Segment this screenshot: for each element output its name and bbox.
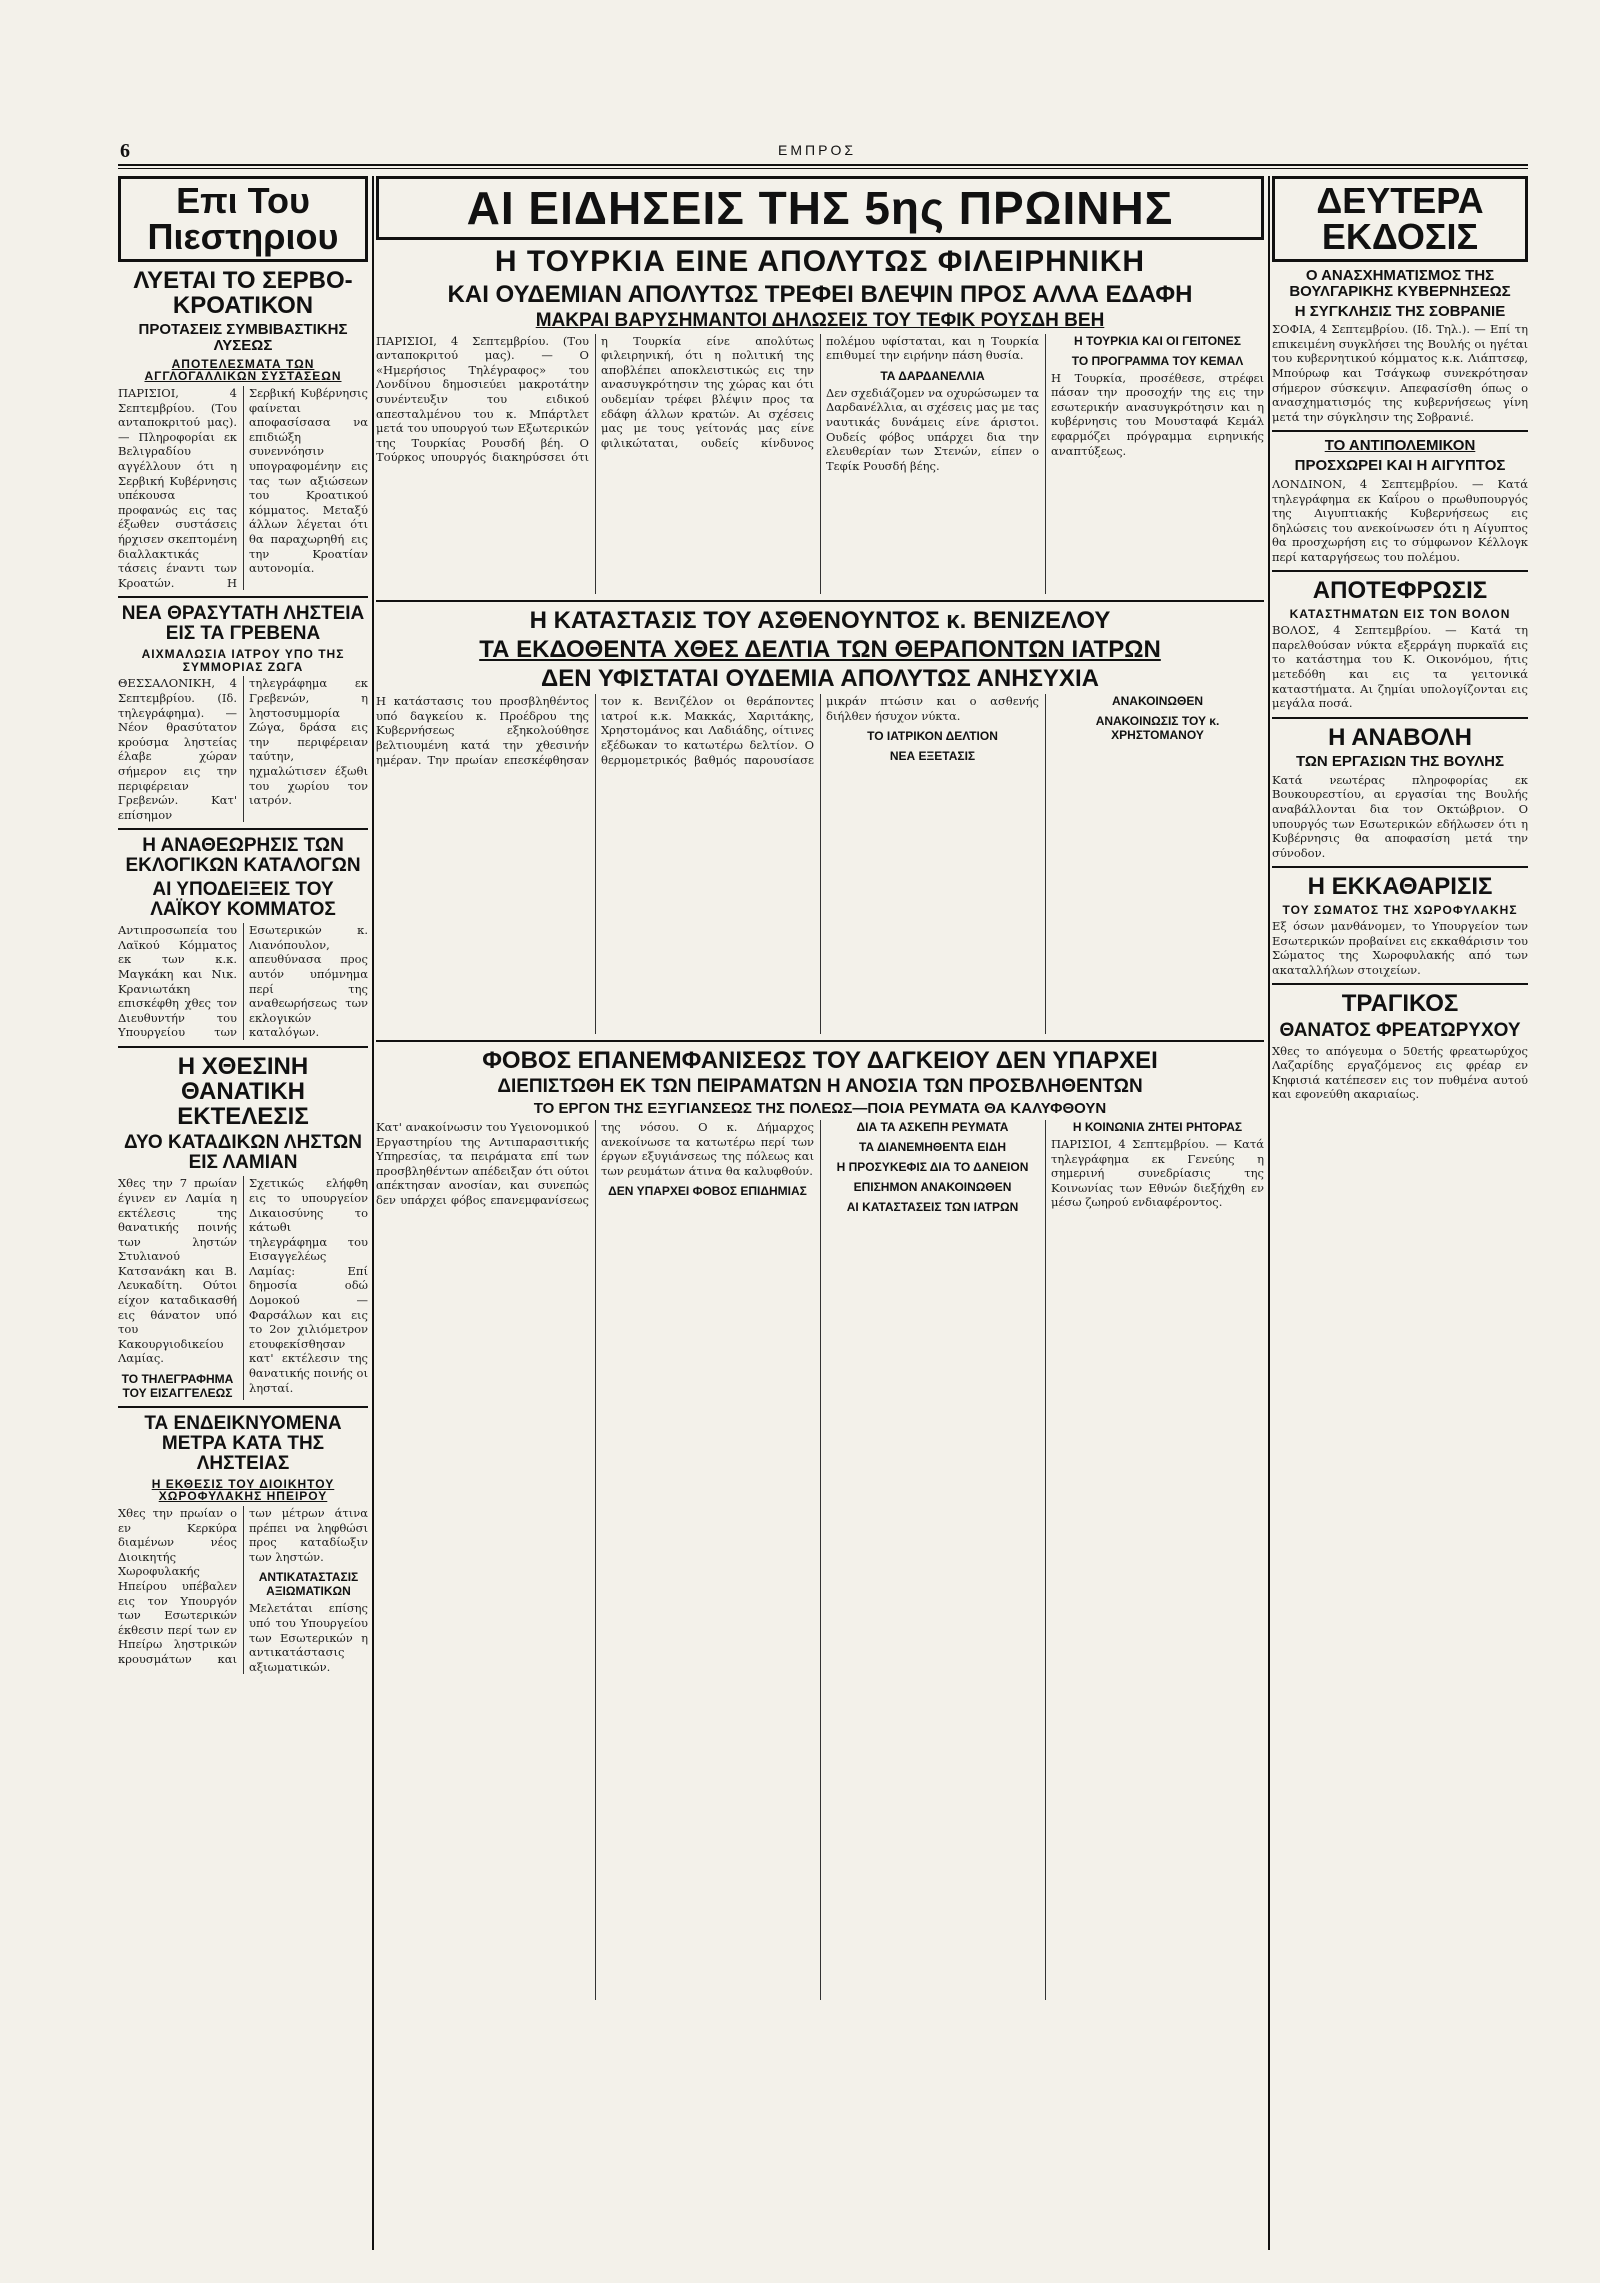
section-subhead: ΝΕΑ ΕΞΕΤΑΣΙΣ xyxy=(889,749,976,764)
section-subhead: ΤΑ ΔΑΡΔΑΝΕΛΛΙΑ xyxy=(880,368,985,383)
article-text: Δεν σχεδιάζομεν να οχυρώσωμεν τα Δαρδανέλλια, αι σχέσεις μας με τας ναυτικάς δυνάμεις είνε άριστοι. Ουδείς φόβος υπάρχει δια την ελευθερίαν των Στενών, είπεν ο Τεφίκ Ρουσδή βέης. xyxy=(826,385,1039,473)
headline: Η ΕΚΚΑΘΑΡΙΣΙΣ xyxy=(1307,873,1493,901)
subheadline: ΘΑΝΑΤΟΣ ΦΡΕΑΤΩΡΥΧΟΥ xyxy=(1279,1019,1521,1041)
headline: ΤΡΑΓΙΚΟΣ xyxy=(1341,990,1459,1018)
article-body xyxy=(118,386,368,590)
subheadline: ΚΑΤΑΣΤΗΜΑΤΩΝ ΕΙΣ ΤΟΝ ΒΟΛΟΝ xyxy=(1289,606,1511,621)
subheadline: ΤΩΝ ΕΡΓΑΣΙΩΝ ΤΗΣ ΒΟΥΛΗΣ xyxy=(1295,753,1505,770)
section-subhead: ΤΟ ΙΑΤΡΙΚΟΝ ΔΕΛΤΙΟΝ xyxy=(867,729,998,744)
subheadline: ΜΑΚΡΑΙ ΒΑΡΥΣΗΜΑΝΤΟΙ ΔΗΛΩΣΕΙΣ ΤΟΥ ΤΕΦΙΚ ΡΟΥΣΔΗ ΒΕΗ xyxy=(535,309,1105,331)
article-text: Χθες την 7 πρωίαν έγινεν εν Λαμία η εκτέλεσις της θανατικής ποινής των ληστών Στυλιανού Κατσανάκη και Β. Λευκαδίτη. Ούτοι είχον καταδικασθή εις θάνατον υπό του Κακουργιοδικείου Λαμίας. xyxy=(118,1176,237,1366)
headline: Η ΤΟΥΡΚΙΑ ΕΙΝΕ ΑΠΟΛΥΤΩΣ ΦΙΛΕΙΡΗΝΙΚΗ xyxy=(494,245,1146,278)
article-text: Κατ' ανακοίνωσιν του Υγειονομικού Εργαστηρίου της Αντιπαρασιτικής Υπηρεσίας, τα πειράματα επί των προσβληθέντων απέδειξαν ότι ούτοι απέκτησαν ανοσίαν, και συνεπώς δεν υπάρχει φόβος επανεμφανίσεως της νόσου. Ο κ. Δήμαρχος ανεκοίνωσε τα κατωτέρω περί των έργων εξυγιάνσεως της πόλεως και των ρευμάτων άτινα θα καλυφθούν. xyxy=(376,1120,814,1208)
subheadline: ΔΙΕΠΙΣΤΩΘΗ ΕΚ ΤΩΝ ΠΕΙΡΑΜΑΤΩΝ Η ΑΝΟΣΙΑ ΤΩΝ ΠΡΟΣΒΛΗΘΕΝΤΩΝ xyxy=(497,1076,1143,1098)
article-text: ΣΟΦΙΑ, 4 Σεπτεμβρίου. (Ιδ. Τηλ.). — Επί τη επικειμένη συγκλήσει της Βουλής οι ηγέται του κυβερνητικού κόμματος κ.κ. Λιάπτσεφ, Μπούρωφ και Τσάγκωφ συνεκρότησαν σήμερον σύσκεψιν. Απεφασίσθη όπως ο ανασχηματισμός της κυβερνήσεως γίνη μετά την σύγκλησιν της Σοβρανιέ. xyxy=(1272,322,1528,424)
section-subhead: ΑΙ ΚΑΤΑΣΤΑΣΕΙΣ ΤΩΝ ΙΑΤΡΩΝ xyxy=(846,1200,1019,1215)
article-text: ΠΑΡΙΣΙΟΙ, 4 Σεπτεμβρίου. — Κατά τηλεγράφημα εκ Γενεύης η σημερινή συνεδρίασις της Κοινωνίας των Εθνών διεξήχθη εν μέσω ζωηρού ενδιαφέροντος. xyxy=(1051,1137,1264,1210)
article-text: ΠΑΡΙΣΙΟΙ, 4 Σεπτεμβρίου. (Του ανταποκριτού μας). — Πληροφορίαι εκ Βελιγραδίου αγγέλλουν ότι η Σερβική Κυβέρνησις υπέκουσα προφανώς εις τας έξωθεν συστάσεις ήρχισεν σκεπτομένη διαλλακτικάς τάσεις έναντι των Κροατών. Η Σερβική Κυβέρνησις φαίνεται αποφασίσασα να επιδιώξη συνεννόησιν υπογραφομένην εις τας των αξιώσεων του Κροατικού κόμματος. Μεταξύ άλλων λέγεται ότι θα παραχωρηθή εις την Κροατίαν αυτονομία. xyxy=(118,386,368,590)
top-rule xyxy=(118,168,1528,169)
article-text: Εξ όσων μανθάνομεν, το Υπουργείον των Εσωτερικών προβαίνει εις εκκαθάρισιν του Σώματος της Χωροφυλακής από των ακαταλλήλων στοιχείων. xyxy=(1272,919,1528,977)
headline: ΑΠΟΤΕΦΡΩΣΙΣ xyxy=(1312,577,1488,605)
headline: Η ΑΝΑΘΕΩΡΗΣΙΣ ΤΩΝ ΕΚΛΟΓΙΚΩΝ ΚΑΤΑΛΟΓΩΝ xyxy=(125,835,361,877)
masthead xyxy=(118,140,1528,166)
subheadline: Η ΕΚΘΕΣΙΣ ΤΟΥ ΔΙΟΙΚΗΤΟΥ ΧΩΡΟΦΥΛΑΚΗΣ ΗΠΕΙΡΟΥ xyxy=(151,1476,335,1504)
headline: ΤΑ ΕΝΔΕΙΚΝΥΟΜΕΝΑ ΜΕΤΡΑ ΚΑΤΑ ΤΗΣ ΛΗΣΤΕΙΑΣ xyxy=(144,1413,342,1474)
article-text: ΒΟΛΟΣ, 4 Σεπτεμβρίου. — Κατά τη παρελθούσαν νύκτα εξερράγη πυρκαϊά εις το κατάστημα του Κ. Οικονόμου, ήτις μετεδόθη και εις τα γειτονικά καταστήματα. Αι ζημίαι υπολογίζονται εις μεγάλα ποσά. xyxy=(1272,623,1528,711)
column-divider xyxy=(1268,176,1270,2250)
article-text: Χθες την πρωίαν ο εν Κερκύρα διαμένων νέος Διοικητής Χωροφυλακής Ηπείρου υπέβαλεν εις τον Υπουργόν των Εσωτερικών έκθεσιν περί των εν Ηπείρω ληστρικών κρουσμάτων και των μέτρων άτινα πρέπει να ληφθώσι προς καταδίωξιν των ληστών. xyxy=(118,1506,368,1666)
article-text: Αντιπροσωπεία του Λαϊκού Κόμματος εκ των κ.κ. Μαγκάκη και Νικ. Κρανιωτάκη επισκέφθη χθες τον Διευθυντήν του Υπουργείου των Εσωτερικών κ. Λιανόπουλον, απευθύνασα προς αυτόν υπόμνημα περί της αναθεωρήσεως των εκλογικών καταλόγων. xyxy=(118,923,368,1040)
subheadline: ΤΟΥ ΣΩΜΑΤΟΣ ΤΗΣ ΧΩΡΟΦΥΛΑΚΗΣ xyxy=(1282,902,1518,917)
subheadline: ΑΙΧΜΑΛΩΣΙΑ ΙΑΤΡΟΥ ΥΠΟ ΤΗΣ ΣΥΜΜΟΡΙΑΣ ΖΩΓΑ xyxy=(141,647,345,674)
article-body xyxy=(376,334,1264,594)
headline: Ο ΑΝΑΣΧΗΜΑΤΙΣΜΟΣ ΤΗΣ ΒΟΥΛΓΑΡΙΚΗΣ ΚΥΒΕΡΝΗΣΕΩΣ xyxy=(1289,267,1511,300)
headline: Η ΑΝΑΒΟΛΗ xyxy=(1328,723,1472,751)
article-text: Η κατάστασις του προσβληθέντος υπό δαγκείου κ. Προέδρου της Κυβερνήσεως εξηκολούθησε βελτιουμένη κατά την χθεσινήν ημέραν. Την πρωίαν επεσκέφθησαν τον κ. Βενιζέλον οι θεράποντες ιατροί κ.κ. Μακκάς, Χαριτάκης, Χρηστομάνος και Λαδιάδης, οίτινες εξέδωκαν το κατωτέρω δελτίον. Ο θερμομετρικός βαθμός παρουσίασε μικράν πτώσιν και ο ασθενής διήλθεν ήσυχον νύκτα. xyxy=(376,694,1039,767)
subheadline: ΑΠΟΤΕΛΕΣΜΑΤΑ ΤΩΝ ΑΓΓΛΟΓΑΛΛΙΚΩΝ ΣΥΣΤΑΣΕΩΝ xyxy=(144,356,342,384)
headline: ΦΟΒΟΣ ΕΠΑΝΕΜΦΑΝΙΣΕΩΣ ΤΟΥ ΔΑΓΚΕΙΟΥ ΔΕΝ ΥΠΑΡΧΕΙ xyxy=(482,1047,1158,1075)
section-subhead: ΑΝΑΚΟΙΝΩΘΕΝ xyxy=(1111,694,1204,709)
subheadline: ΠΡΟΤΑΣΕΙΣ ΣΥΜΒΙΒΑΣΤΙΚΗΣ ΛΥΣΕΩΣ xyxy=(138,321,348,355)
section-subhead: ΕΠΙΣΗΜΟΝ ΑΝΑΚΟΙΝΩΘΕΝ xyxy=(853,1180,1012,1195)
article-text: ΠΑΡΙΣΙΟΙ, 4 Σεπτεμβρίου. (Του ανταποκριτού μας). — Ο «Ημερήσιος Τηλέγραφος» του Λονδίνου δημοσιεύει μακροτάτην συνέντευξιν του ειδικού απεσταλμένου του κ. Μπάρτλετ μετά του υπουργού των Εξωτερικών της Τουρκίας Ρουσδή βέη. Ο Τούρκος υπουργός διακηρύσσει ότι η Τουρκία είνε απολύτως φιλειρηνική, ότι η πολιτική της αποβλέπει αποκλειστικώς εις την ανασυγκρότησιν της χώρας και ότι ουδεμίαν τρέφει βλέψιν προς τα εδάφη άλλων κρατών. Αι σχέσεις μας με τους γείτονάς μας είνε φιλικώταται, ουδείς κίνδυνος πολέμου υφίσταται, και η Τουρκία επιθυμεί την ειρήνην πάση θυσία. xyxy=(376,333,1039,465)
headline: Η ΧΘΕΣΙΝΗ ΘΑΝΑΤΙΚΗ ΕΚΤΕΛΕΣΙΣ xyxy=(177,1052,309,1131)
paper-name: ΕΜΠΡΟΣ xyxy=(778,142,856,158)
left-column xyxy=(118,176,368,1674)
headline: Η ΚΑΤΑΣΤΑΣΙΣ ΤΟΥ ΑΣΘΕΝΟΥΝΤΟΣ κ. ΒΕΝΙΖΕΛΟΥ xyxy=(529,606,1111,634)
section-subhead: Η ΠΡΟΣΥΚΕΦΙΣ ΔΙΑ ΤΟ ΔΑΝΕΙΟΝ xyxy=(836,1160,1029,1175)
section-subhead: ΤΟ ΤΗΛΕΓΡΑΦΗΜΑ ΤΟΥ ΕΙΣΑΓΓΕΛΕΩΣ xyxy=(121,1372,234,1401)
newspaper-page xyxy=(118,140,1528,2250)
page-number: 6 xyxy=(120,140,130,162)
subheadline: ΤΑ ΕΚΔΟΘΕΝΤΑ ΧΘΕΣ ΔΕΛΤΙΑ ΤΩΝ ΘΕΡΑΠΟΝΤΩΝ ΙΑΤΡΩΝ xyxy=(479,635,1161,663)
subheadline: ΤΟ ΕΡΓΟΝ ΤΗΣ ΕΞΥΓΙΑΝΣΕΩΣ ΤΗΣ ΠΟΛΕΩΣ—ΠΟΙΑ ΡΕΥΜΑΤΑ ΘΑ ΚΑΛΥΦΘΟΥΝ xyxy=(533,1100,1107,1118)
article-text: Η Τουρκία, προσέθεσε, στρέφει πάσαν την προσοχήν της εις την εσωτερικήν ανασυγκρότησιν και η κυβέρνησις του Μουσταφά Κεμάλ εφαρμόζει πρόγραμμα ειρηνικής αναπτύξεως. xyxy=(1051,370,1264,458)
headline: ΛΥΕΤΑΙ ΤΟ ΣΕΡΒΟ-ΚΡΟΑΤΙΚΟΝ xyxy=(133,267,353,320)
main-column xyxy=(376,176,1264,2000)
left-section-title: Επι Του Πιεστηριου xyxy=(118,176,368,262)
article-text: Σχετικώς ελήφθη εις το υπουργείον Δικαιοσύνης το κάτωθι τηλεγράφημα του Εισαγγελέως Λαμίας: Επί δημοσία οδώ Δομοκού — Φαρσάλων και εις το 2ον χιλιόμετρον ετουφεκίσθησαν κατ' εκτέλεσιν της θανατικής ποινής οι λησταί. xyxy=(249,1176,368,1395)
article-text: Χθες το απόγευμα ο 50ετής φρεατωρύχος Λαζαρίδης εργαζόμενος εις φρέαρ εν Κηφισιά κατέπεσεν εις τον πυθμένα αυτού και εφονεύθη ακαριαίως. xyxy=(1272,1043,1528,1102)
subheadline: ΔΥΟ ΚΑΤΑΔΙΚΩΝ ΛΗΣΤΩΝ ΕΙΣ ΛΑΜΙΑΝ xyxy=(124,1132,362,1174)
subheadline: Η ΣΥΓΚΛΗΣΙΣ ΤΗΣ ΣΟΒΡΑΝΙΕ xyxy=(1294,302,1506,320)
article-text: Μελετάται επίσης υπό του Υπουργείου των Εσωτερικών η αντικατάστασις αξιωματικών. xyxy=(249,1601,368,1674)
section-subhead: Η ΤΟΥΡΚΙΑ ΚΑΙ ΟΙ ΓΕΙΤΟΝΕΣ xyxy=(1074,333,1241,348)
article-body xyxy=(376,694,1264,1034)
section-subhead: ΔΕΝ ΥΠΑΡΧΕΙ ΦΟΒΟΣ ΕΠΙΔΗΜΙΑΣ xyxy=(608,1184,807,1199)
article-body xyxy=(376,1120,1264,2000)
subheadline: ΠΡΟΣΧΩΡΕΙ ΚΑΙ Η ΑΙΓΥΠΤΟΣ xyxy=(1294,457,1506,475)
subheadline: ΚΑΙ ΟΥΔΕΜΙΑΝ ΑΠΟΛΥΤΩΣ ΤΡΕΦΕΙ ΒΛΕΨΙΝ ΠΡΟΣ ΑΛΛΑ ΕΔΑΦΗ xyxy=(447,280,1193,308)
article-text: ΘΕΣΣΑΛΟΝΙΚΗ, 4 Σεπτεμβρίου. (Ιδ. τηλεγράφημα). — Νέον θρασύτατον κρούσμα ληστείας έλαβε χώραν σήμερον εις την περιφέρειαν Γρεβενών. Κατ' επίσημον τηλεγράφημα εκ Γρεβενών, η ληστοσυμμορία Ζώγα, δράσα εις την περιφέρειαν ταύτην, ηχμαλώτισεν έξωθι του χωρίου τον ιατρόν. xyxy=(118,676,368,822)
section-subhead: ΑΝΑΚΟΙΝΩΣΙΣ ΤΟΥ κ. ΧΡΗΣΤΟΜΑΝΟΥ xyxy=(1095,714,1220,743)
main-banner: ΑΙ ΕΙΔΗΣΕΙΣ ΤΗΣ 5ης ΠΡΩΙΝΗΣ xyxy=(376,176,1264,240)
column-divider xyxy=(372,176,374,2250)
headline: ΝΕΑ ΘΡΑΣΥΤΑΤΗ ΛΗΣΤΕΙΑ ΕΙΣ ΤΑ ΓΡΕΒΕΝΑ xyxy=(121,603,365,645)
section-subhead: ΔΙΑ ΤΑ ΑΣΚΕΠΗ ΡΕΥΜΑΤΑ xyxy=(856,1120,1009,1135)
section-subhead: ΤΑ ΔΙΑΝΕΜΗΘΕΝΤΑ ΕΙΔΗ xyxy=(858,1140,1007,1155)
section-subhead: Η ΚΟΙΝΩΝΙΑ ΖΗΤΕΙ ΡΗΤΟΡΑΣ xyxy=(1072,1120,1243,1135)
right-column xyxy=(1272,176,1528,1102)
article-text: Κατά νεωτέρας πληροφορίας εκ Βουκουρεστίου, αι εργασίαι της Βουλής αναβάλλονται δια τον Οκτώβριον. Ο υπουργός των Εσωτερικών εδήλωσεν ότι η Κυβέρνησις θα αποφασίση μετά την σύνοδον. xyxy=(1272,772,1528,860)
headline: ΤΟ ΑΝΤΙΠΟΛΕΜΙΚΟΝ xyxy=(1324,437,1476,455)
right-section-title: ΔΕΥΤΕΡΑ ΕΚΔΟΣΙΣ xyxy=(1272,176,1528,262)
subheadline: ΔΕΝ ΥΦΙΣΤΑΤΑΙ ΟΥΔΕΜΙΑ ΑΠΟΛΥΤΩΣ ΑΝΗΣΥΧΙΑ xyxy=(541,665,1099,692)
article-text: ΛΟΝΔΙΝΟΝ, 4 Σεπτεμβρίου. — Κατά τηλεγράφημα εκ Καΐρου ο πρωθυπουργός της Αιγυπτιακής Κυβερνήσεως εις δηλώσεις του ανεκοίνωσεν ότι η Αίγυπτος θα προσχωρήση εις το σύμφωνον Κέλλογκ περί καταργήσεως του πολέμου. xyxy=(1272,476,1528,564)
subheadline: ΑΙ ΥΠΟΔΕΙΞΕΙΣ ΤΟΥ ΛΑΪΚΟΥ ΚΟΜΜΑΤΟΣ xyxy=(150,879,336,921)
section-subhead: ΑΝΤΙΚΑΤΑΣΤΑΣΙΣ ΑΞΙΩΜΑΤΙΚΩΝ xyxy=(258,1570,359,1599)
section-subhead: ΤΟ ΠΡΟΓΡΑΜΜΑ ΤΟΥ ΚΕΜΑΛ xyxy=(1071,353,1244,368)
